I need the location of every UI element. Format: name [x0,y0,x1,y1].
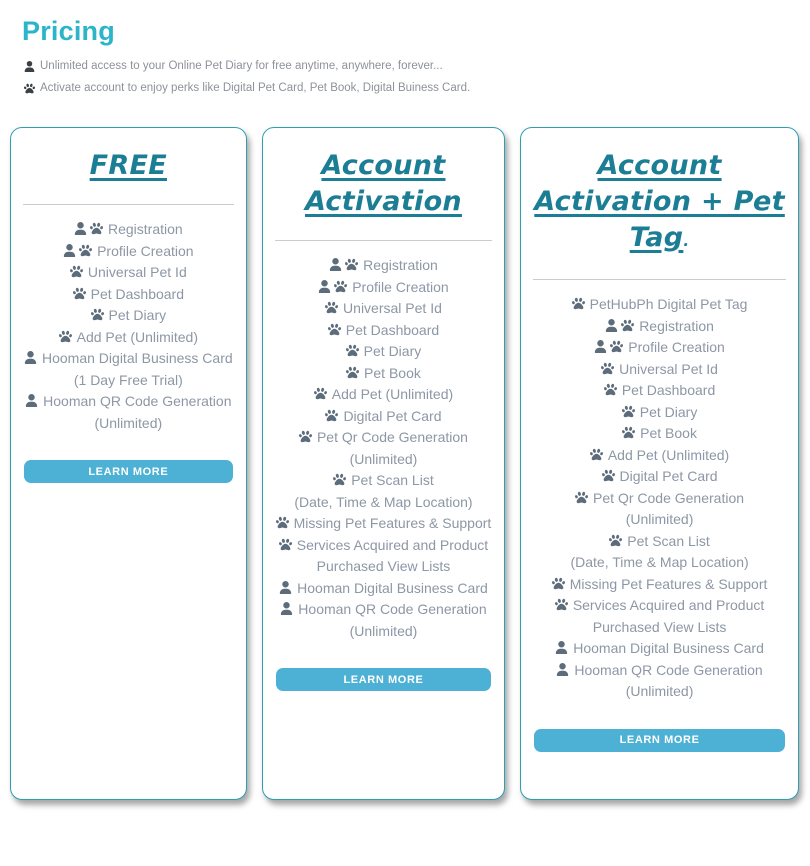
user-icon [329,255,342,277]
feature-text: Services Acquired and Product [296,536,489,553]
feature-line [534,681,785,703]
paw-icon [70,262,83,284]
feature-text: Pet Diary [363,343,422,359]
feature-line [24,284,233,306]
divider [533,279,786,280]
paw-icon [276,513,289,535]
feature-text: Add Pet (Unlimited) [607,446,730,463]
feature-text: Profile Creation [352,278,449,295]
feature-text: Registration [363,257,438,273]
paw-icon [325,406,338,428]
feature-line [534,359,785,381]
paw-icon [604,380,617,402]
feature-line [534,488,785,510]
feature-text: (1 Day Free Trial) [73,371,183,388]
paw-icon [610,337,623,359]
user-icon [280,599,293,621]
feature-line [276,578,492,600]
user-icon [556,660,569,682]
feature-line [24,413,233,435]
page-title: Pricing [22,16,115,46]
feature-text: PetHubPh Digital Pet Tag [589,296,748,312]
pricing-cards [10,127,796,800]
feature-line [534,466,785,488]
subtitle-text: Unlimited access to your Online Pet Diary for free anytime, anywhere, forever... [40,60,443,72]
feature-line [534,531,785,553]
paw-icon [91,305,104,327]
user-icon [594,337,607,359]
feature-line [276,406,492,428]
feature-line [276,513,492,535]
feature-line [534,638,785,660]
card-title-period: . [683,232,690,250]
feature-line [24,241,233,263]
feature-line [24,391,233,413]
paw-icon [346,363,359,385]
paw-icon [602,466,615,488]
user-icon [24,61,35,72]
paw-icon [299,427,312,449]
feature-line [24,370,233,392]
feature-text: (Unlimited) [349,450,418,467]
feature-line [534,337,785,359]
learn-more-button[interactable]: LEARN MORE [276,668,492,691]
user-icon [74,219,87,241]
feature-line [276,384,492,406]
feature-line [276,255,492,277]
card-title-line: Account [597,150,722,181]
paw-icon [552,574,565,596]
feature-text: Universal Pet Id [343,300,442,316]
feature-line [276,320,492,342]
subtitle-line-2 [24,81,810,95]
feature-text: Hooman QR Code Generation [574,661,763,678]
feature-text: Pet Dashboard [345,321,440,338]
paw-icon [325,298,338,320]
paw-icon [555,595,568,617]
feature-line [534,552,785,574]
pricing-page [0,16,810,866]
feature-text: Pet Scan List [351,472,434,488]
feature-list [276,255,492,642]
feature-text: (Unlimited) [94,414,163,431]
feature-text: Digital Pet Card [343,407,442,424]
pricing-card-account-activation-pet-tag [520,127,799,800]
card-title [24,148,233,184]
feature-line [276,535,492,557]
feature-list [534,294,785,703]
feature-line [276,298,492,320]
paw-icon [79,241,92,263]
feature-text: Registration [639,317,714,334]
feature-text: Missing Pet Features & Support [293,515,492,531]
feature-text: Add Pet (Unlimited) [76,328,199,345]
feature-text: Pet Dashboard [621,382,716,398]
feature-text: Profile Creation [628,339,725,355]
feature-text: Purchased View Lists [316,558,451,574]
feature-text: Missing Pet Features & Support [569,575,768,592]
feature-line [24,262,233,284]
feature-text: Hooman QR Code Generation [43,393,232,409]
card-title-line: Tag. [629,222,690,253]
feature-text: Pet Diary [108,307,167,323]
paw-icon [59,327,72,349]
feature-line [534,660,785,682]
feature-line [276,599,492,621]
learn-more-button[interactable]: LEARN MORE [534,729,785,752]
paw-icon [572,294,585,316]
feature-text: Hooman QR Code Generation [298,601,487,617]
learn-more-button[interactable]: LEARN MORE [24,460,233,483]
feature-line [24,348,233,370]
feature-line [534,595,785,617]
feature-line [276,621,492,643]
feature-text: Registration [107,221,183,237]
paw-icon [601,359,614,381]
feature-line [24,219,233,241]
feature-text: Hooman Digital Business Card [297,579,488,596]
paw-icon [279,535,292,557]
subtitle-text: Activate account to enjoy perks like Digital Pet Card, Pet Book, Digital Buiness Card. [40,82,471,94]
paw-icon [622,423,635,445]
feature-text: Hooman Digital Business Card [42,350,233,366]
card-title [534,148,785,259]
feature-line [276,470,492,492]
user-icon [24,348,37,370]
paw-icon [314,384,327,406]
subtitle-line-1 [24,59,810,73]
feature-text: Pet Dashboard [90,285,185,302]
feature-line [276,341,492,363]
feature-text: Hooman Digital Business Card [573,640,764,656]
feature-line [276,449,492,471]
paw-icon [328,320,341,342]
feature-line [534,380,785,402]
user-icon [318,277,331,299]
feature-text: (Date, Time & Map Location) [570,554,749,570]
feature-line [534,574,785,596]
user-icon [605,316,618,338]
card-title-line: Account [321,150,446,181]
feature-line [24,305,233,327]
feature-text: Pet Qr Code Generation [593,489,745,506]
user-icon [279,578,292,600]
feature-line [276,427,492,449]
card-title [276,148,492,220]
feature-line [24,327,233,349]
card-title-line: Activation [304,186,462,217]
card-title-line: Activation + Pet [534,186,785,217]
divider [23,204,234,205]
feature-text: Pet Book [640,425,697,441]
feature-list [24,219,233,434]
feature-text: Universal Pet Id [619,360,718,377]
feature-text: Pet Book [364,364,421,381]
divider [275,240,493,241]
feature-line [276,556,492,578]
paw-icon [609,531,622,553]
paw-icon [575,488,588,510]
paw-icon [622,402,635,424]
feature-line [534,617,785,639]
feature-text: (Unlimited) [349,622,418,639]
feature-line [534,294,785,316]
feature-text: (Unlimited) [625,683,694,699]
feature-line [534,509,785,531]
paw-icon [345,255,358,277]
paw-icon [90,219,103,241]
feature-text: Digital Pet Card [619,468,718,484]
pricing-card-free [10,127,247,800]
paw-icon [73,284,86,306]
paw-icon [346,341,359,363]
feature-line [276,492,492,514]
feature-text: Universal Pet Id [87,264,187,280]
feature-line [534,316,785,338]
user-icon [555,638,568,660]
paw-icon [621,316,634,338]
feature-text: (Date, Time & Map Location) [294,493,473,510]
paw-icon [24,83,35,94]
feature-text: Services Acquired and Product [572,597,765,613]
feature-text: Pet Scan List [627,532,710,549]
feature-text: Pet Qr Code Generation [316,429,468,445]
feature-text: Profile Creation [97,242,194,259]
feature-text: (Unlimited) [625,511,694,527]
paw-icon [590,445,603,467]
feature-text: Purchased View Lists [592,618,727,635]
feature-line [534,402,785,424]
paw-icon [333,470,346,492]
card-title-line: FREE [89,150,167,181]
feature-text: Add Pet (Unlimited) [331,386,454,402]
paw-icon [334,277,347,299]
feature-line [534,423,785,445]
user-icon [63,241,76,263]
feature-line [276,277,492,299]
feature-line [534,445,785,467]
user-icon [25,391,38,413]
feature-text: Pet Diary [639,403,698,420]
feature-line [276,363,492,385]
pricing-card-account-activation [262,127,506,800]
